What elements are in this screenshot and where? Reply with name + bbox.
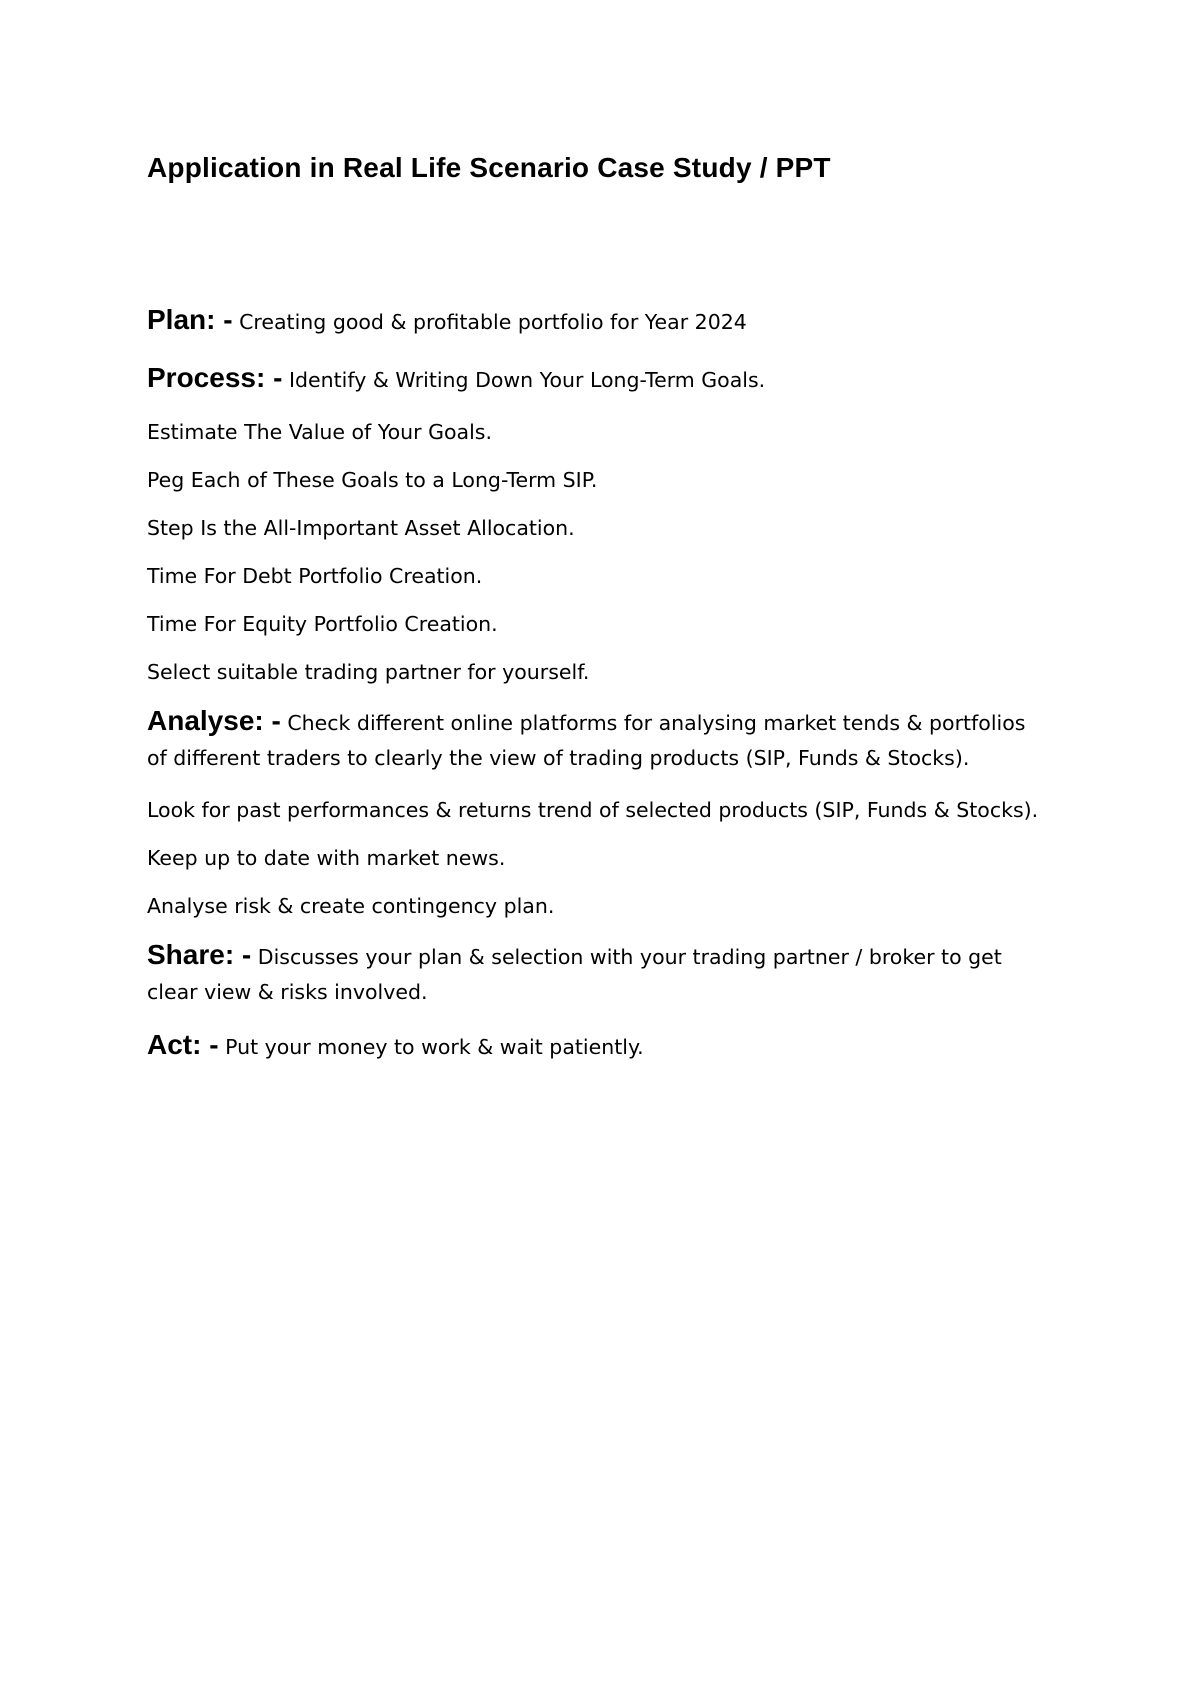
process-text: Identify & Writing Down Your Long-Term Goals. [288, 368, 766, 392]
analyse-label: Analyse: - [147, 705, 281, 736]
process-step: Select suitable trading partner for yourself. [147, 660, 590, 684]
analyse-step: Look for past performances & returns trend of selected products (SIP, Funds & Stocks). [147, 798, 1039, 822]
share-text: Discusses your plan & selection with your trading partner / broker to get clear view & risks involved. [147, 945, 1002, 1004]
analyse-step: Keep up to date with market news. [147, 846, 506, 870]
act-label: Act: - [147, 1029, 219, 1060]
analyse-lead [147, 703, 1047, 776]
process-lead [147, 360, 1047, 398]
plan-label: Plan: - [147, 304, 233, 335]
process-step: Time For Debt Portfolio Creation. [147, 564, 483, 588]
share-label: Share: - [147, 939, 252, 970]
section-act [147, 1027, 1047, 1065]
act-lead [147, 1027, 1047, 1065]
analyse-text: Check different online platforms for analysing market tends & portfolios of different traders to clearly the view of trading products (SIP, Funds & Stocks). [147, 711, 1026, 770]
share-lead [147, 937, 1047, 1010]
process-step: Estimate The Value of Your Goals. [147, 420, 492, 444]
document-title: Application in Real Life Scenario Case Study / PPT [147, 152, 831, 183]
process-step: Peg Each of These Goals to a Long-Term SIP. [147, 468, 598, 492]
process-label: Process: - [147, 362, 283, 393]
document-page [147, 150, 1047, 1065]
act-text: Put your money to work & wait patiently. [225, 1035, 644, 1059]
section-share [147, 937, 1047, 1010]
plan-text: Creating good & profitable portfolio for Year 2024 [239, 310, 747, 334]
analyse-step: Analyse risk & create contingency plan. [147, 894, 555, 918]
process-step: Time For Equity Portfolio Creation. [147, 612, 498, 636]
section-plan [147, 302, 1047, 340]
section-process [147, 360, 1047, 686]
plan-lead [147, 302, 1047, 340]
section-analyse [147, 703, 1047, 920]
process-step: Step Is the All-Important Asset Allocation. [147, 516, 575, 540]
